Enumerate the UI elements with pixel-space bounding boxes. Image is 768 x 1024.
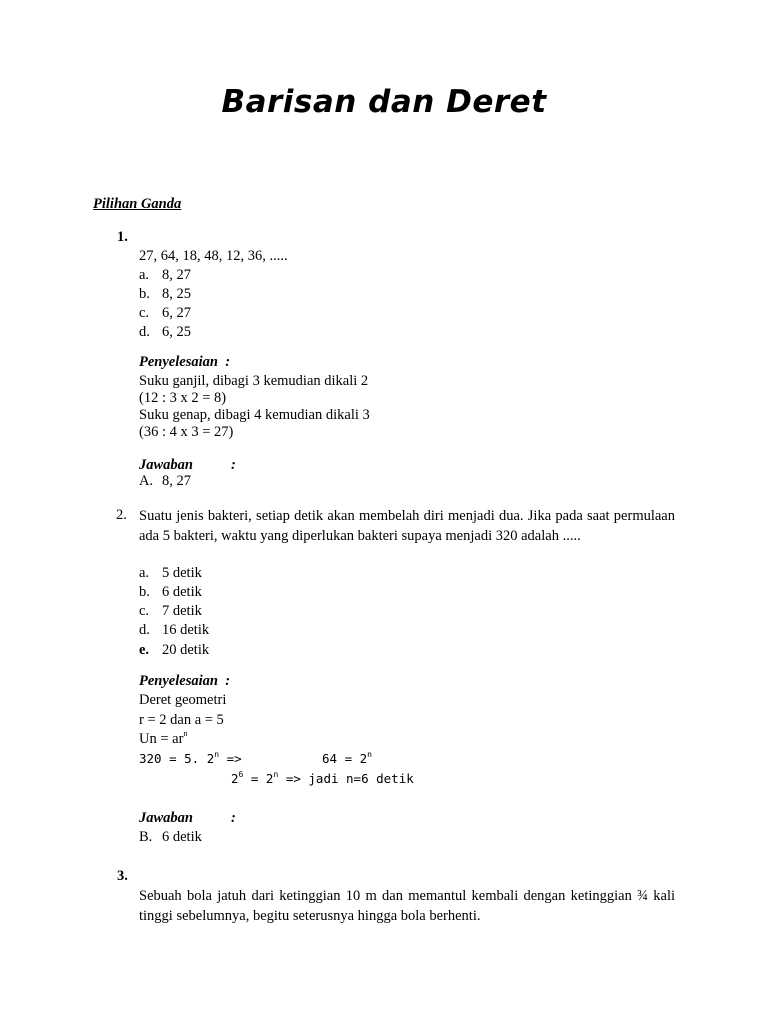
option-letter: b. bbox=[139, 286, 150, 302]
answer-letter: A. bbox=[139, 473, 154, 489]
question-2-number: 2. bbox=[116, 507, 127, 523]
question-2-text: Suatu jenis bakteri, setiap detik akan membelah diri menjadi dua. Jika pada saat permulaan ada 5 bakteri, waktu yang diperlukan bakteri supaya menjadi 320 adalah ..... bbox=[139, 508, 675, 544]
question-2-option-c bbox=[139, 602, 202, 621]
question-2-solution-label bbox=[139, 672, 230, 691]
question-2-answer-label bbox=[139, 809, 236, 828]
section-heading: Pilihan Ganda bbox=[93, 196, 182, 212]
equation-text: 2 bbox=[231, 771, 239, 786]
option-letter: c. bbox=[139, 603, 150, 619]
question-1-option-d bbox=[139, 323, 191, 342]
option-text: 8, 27 bbox=[162, 267, 191, 283]
question-2-solution-line: Deret geometri bbox=[139, 692, 227, 708]
option-text: 8, 25 bbox=[162, 286, 191, 302]
question-1-solution-label bbox=[139, 353, 230, 372]
option-letter: b. bbox=[139, 584, 150, 600]
option-letter: c. bbox=[139, 305, 150, 321]
option-text: 16 detik bbox=[162, 622, 210, 638]
equation-text: => jadi n=6 detik bbox=[278, 771, 414, 786]
equation-exponent: n bbox=[273, 769, 279, 779]
option-letter: e. bbox=[139, 642, 150, 658]
solution-label-colon: : bbox=[225, 673, 231, 689]
question-1-solution-line: (12 : 3 x 2 = 8) bbox=[139, 390, 227, 406]
question-1-solution-line: Suku genap, dibagi 4 kemudian dikali 3 bbox=[139, 407, 370, 423]
answer-text: 6 detik bbox=[162, 829, 202, 845]
equation-text: = 2 bbox=[243, 771, 274, 786]
solution-label-text: Penyelesaian bbox=[139, 354, 218, 370]
question-2-option-d bbox=[139, 621, 209, 640]
question-1-solution-line: Suku ganjil, dibagi 3 kemudian dikali 2 bbox=[139, 373, 369, 389]
equation-arrow: => bbox=[219, 751, 242, 766]
question-2-equation-1-right bbox=[322, 749, 372, 768]
equation-text: 64 = 2 bbox=[322, 751, 368, 766]
question-1-option-c bbox=[139, 304, 191, 323]
question-2-option-a bbox=[139, 564, 202, 583]
option-letter: a. bbox=[139, 267, 150, 283]
option-text: 6, 27 bbox=[162, 305, 191, 321]
solution-label-colon: : bbox=[225, 354, 231, 370]
page-title: Barisan dan Deret bbox=[221, 84, 547, 120]
answer-label-text: Jawaban bbox=[139, 457, 193, 473]
equation-text: 320 = 5. 2 bbox=[139, 751, 215, 766]
answer-label-colon: : bbox=[231, 810, 236, 826]
option-text: 20 detik bbox=[162, 642, 210, 658]
answer-letter: B. bbox=[139, 829, 153, 845]
option-letter: d. bbox=[139, 324, 150, 340]
question-2-equation-2 bbox=[231, 769, 414, 788]
question-3-number: 3. bbox=[117, 868, 128, 884]
equation-exponent: 6 bbox=[238, 769, 244, 779]
solution-label-text: Penyelesaian bbox=[139, 673, 218, 689]
option-letter: a. bbox=[139, 565, 150, 581]
question-1-option-b bbox=[139, 285, 191, 304]
option-text: 6 detik bbox=[162, 584, 202, 600]
question-1-solution-line: (36 : 4 x 3 = 27) bbox=[139, 424, 234, 440]
question-1-sequence: 27, 64, 18, 48, 12, 36, ..... bbox=[139, 248, 288, 264]
option-text: 7 detik bbox=[162, 603, 202, 619]
option-text: 6, 25 bbox=[162, 324, 191, 340]
question-2-solution-formula bbox=[139, 730, 187, 749]
question-2-option-b bbox=[139, 583, 202, 602]
answer-label-text: Jawaban bbox=[139, 810, 193, 826]
equation-exponent: n bbox=[367, 749, 372, 759]
question-2-equation-1-left bbox=[139, 749, 242, 768]
question-3-text: Sebuah bola jatuh dari ketinggian 10 m dan memantul kembali dengan ketinggian ¾ kali tinggi sebelumnya, begitu seterusnya hingga bola berhenti. bbox=[139, 888, 675, 924]
question-1-answer bbox=[139, 472, 191, 491]
option-text: 5 detik bbox=[162, 565, 202, 581]
question-2-answer bbox=[139, 828, 202, 847]
formula-exponent: n bbox=[183, 729, 188, 739]
answer-label-colon: : bbox=[231, 457, 236, 473]
equation-exponent: n bbox=[214, 749, 220, 759]
question-2-option-e bbox=[139, 641, 209, 660]
question-2-solution-line: r = 2 dan a = 5 bbox=[139, 712, 224, 728]
question-1-number: 1. bbox=[117, 229, 128, 245]
answer-text: 8, 27 bbox=[162, 473, 191, 489]
question-1-option-a bbox=[139, 266, 191, 285]
option-letter: d. bbox=[139, 622, 150, 638]
formula-text: Un = ar bbox=[139, 731, 184, 747]
